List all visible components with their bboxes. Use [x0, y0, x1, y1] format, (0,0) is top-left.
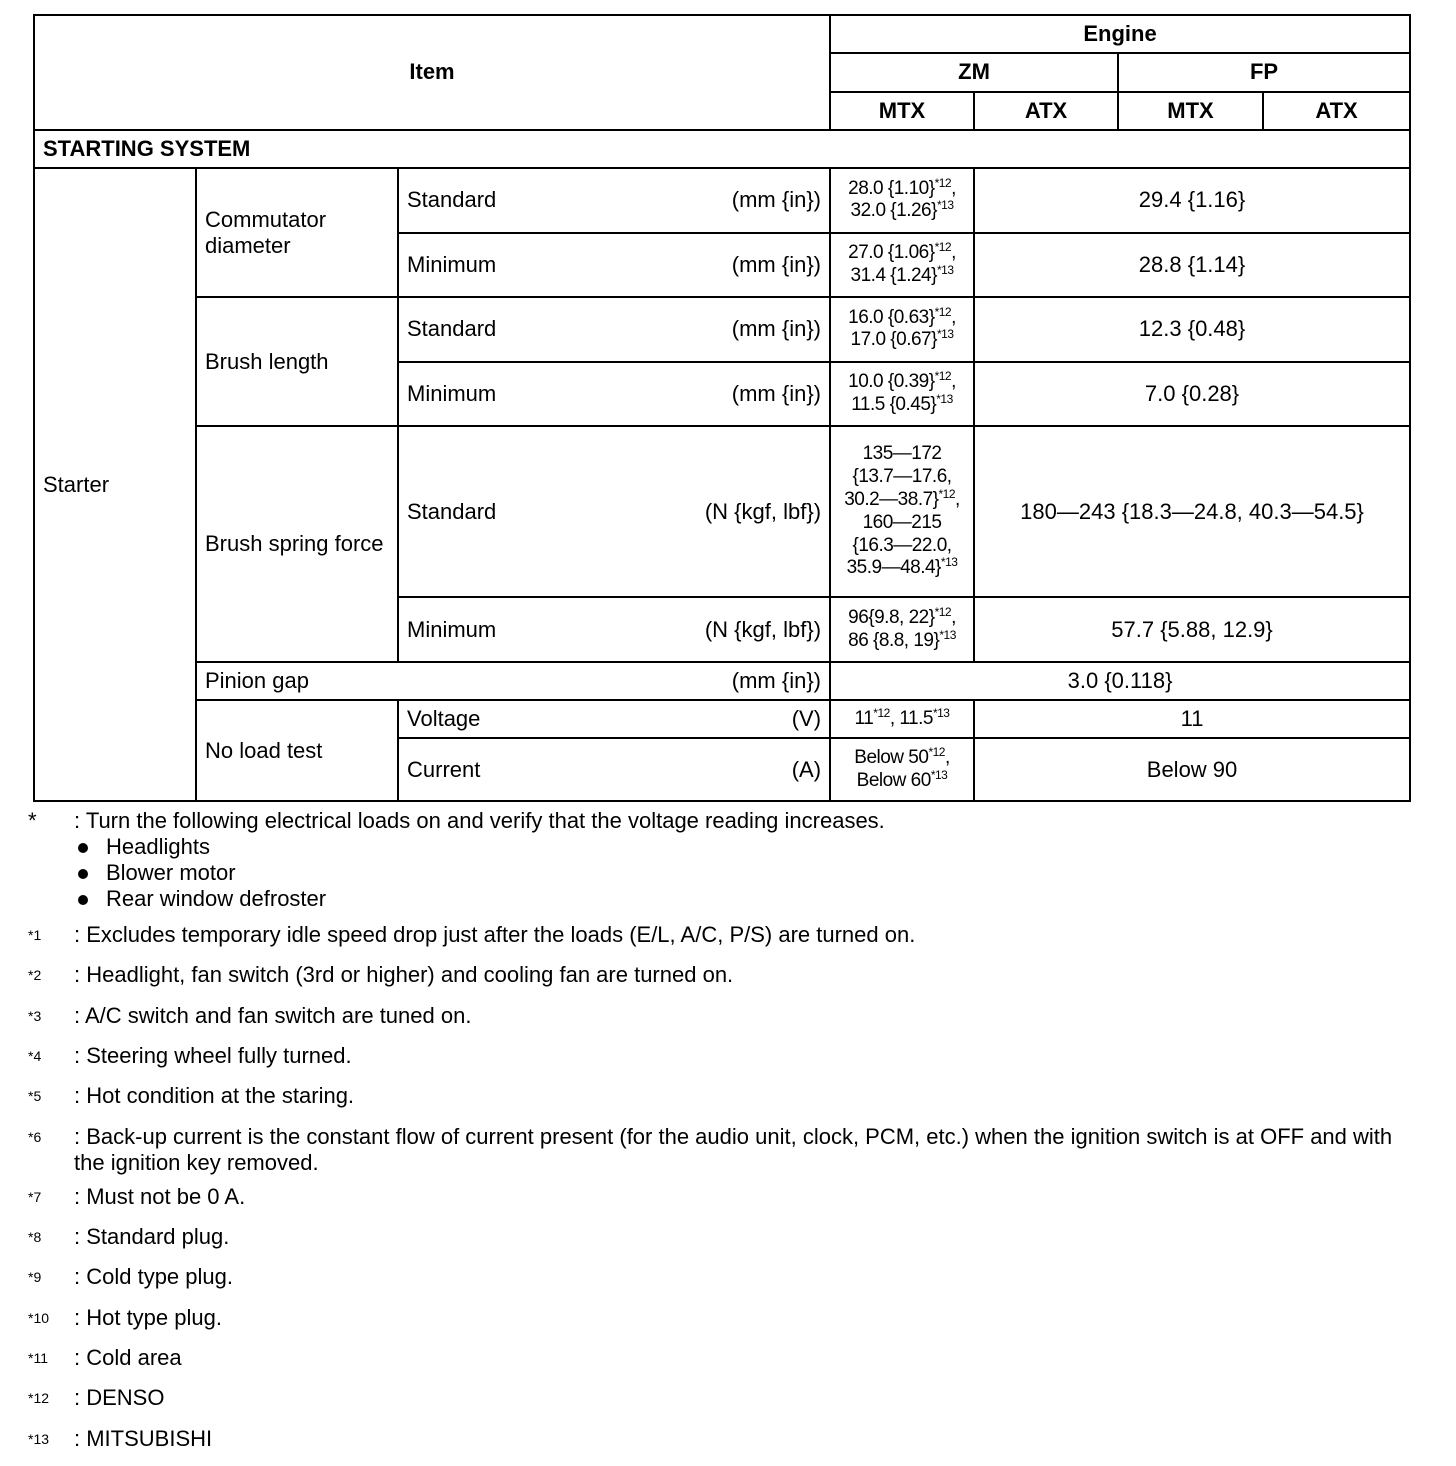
- zm-value-line: 96{9.8, 22}: [848, 606, 935, 628]
- footnote-mark: *12: [934, 175, 952, 190]
- sub-label: Standard: [407, 498, 497, 524]
- zm-value: [830, 700, 974, 738]
- zm-value-line: 16.0 {0.63}: [848, 306, 935, 328]
- zm-value-line: 10.0 {0.39}: [848, 371, 935, 393]
- zm-value-line: 17.0 {0.67}: [850, 329, 937, 351]
- footnote-10: $^{*10}$ : Hot type plug.: [28, 1305, 1428, 1337]
- fp-value: 12.3 {0.48}: [974, 297, 1410, 361]
- footnote-mark: *12: [934, 304, 952, 319]
- footnote-number: 5: [33, 1088, 42, 1105]
- sub-label: Voltage: [407, 706, 481, 732]
- footnote-mark: *12: [928, 744, 945, 759]
- footnote-number: 11: [33, 1349, 48, 1366]
- footnote-mark: *13: [936, 198, 954, 213]
- footnote-number: 9: [33, 1269, 42, 1286]
- fp-value: 57.7 {5.88, 12.9}: [974, 597, 1410, 661]
- zm-value-line: 11.5 {0.45}: [851, 393, 937, 415]
- sub-label: Standard: [407, 316, 497, 342]
- header-zm-atx: ATX: [974, 92, 1118, 130]
- zm-value-line: {13.7—17.6,: [852, 466, 952, 488]
- footnote-12: $^{*12}$ : DENSO: [28, 1385, 1428, 1417]
- footnote-mark: *13: [936, 262, 954, 277]
- pinion-gap-cell: [196, 662, 830, 700]
- footnote-mark: *: [28, 808, 37, 833]
- footnote-number: 7: [33, 1188, 42, 1205]
- unit-label: (mm {in}): [731, 667, 822, 693]
- footnote-mark: *13: [930, 767, 948, 782]
- footnote-mark: *13: [936, 391, 953, 406]
- sub-label: Current: [407, 756, 481, 782]
- brush-length-minimum-cell: [398, 362, 830, 426]
- footnote-number: 2: [33, 967, 42, 984]
- list-item: Rear window defroster: [74, 886, 885, 912]
- footnote-13: $^{*13}$ : MITSUBISHI: [28, 1426, 1428, 1458]
- footnote-9: $^{*9}$ : Cold type plug.: [28, 1264, 1428, 1296]
- header-fp: FP: [1118, 53, 1410, 91]
- fp-value: 28.8 {1.14}: [974, 233, 1410, 297]
- footnote-number: 12: [33, 1390, 50, 1407]
- list-item: Headlights: [74, 834, 885, 860]
- zm-value-line: 28.0 {1.10}: [848, 177, 935, 199]
- no-load-voltage-cell: [398, 700, 830, 738]
- header-fp-atx: ATX: [1263, 92, 1410, 130]
- header-zm-mtx: MTX: [830, 92, 974, 130]
- unit-label: (A): [791, 756, 822, 782]
- footnote-mark: *12: [934, 369, 952, 384]
- group-starter: Starter: [34, 168, 196, 801]
- footnote-text: : Back-up current is the constant flow of current present (for the audio unit, clock, PCM, etc.) when the ignition switch is at OFF and with the ignition key removed.: [74, 1123, 1393, 1175]
- brush-spring-minimum-cell: [398, 597, 830, 661]
- footnote-number: 3: [33, 1007, 42, 1024]
- footnote-mark: *12: [873, 705, 890, 720]
- fp-value: 7.0 {0.28}: [974, 362, 1410, 426]
- zm-value-line: 31.4 {1.24}: [850, 264, 937, 286]
- footnote-1: $^{*1}$ : Excludes temporary idle speed drop just after the loads (E/L, A/C, P/S) are turned on.: [28, 922, 1428, 954]
- fp-value: 11: [974, 700, 1410, 738]
- footnote-number: 13: [33, 1430, 50, 1447]
- commutator-minimum-cell: [398, 233, 830, 297]
- footnote-text: : A/C switch and fan switch are tuned on.: [74, 1002, 472, 1028]
- footnote-mark: *13: [932, 705, 950, 720]
- footnote-text: : Excludes temporary idle speed drop just after the loads (E/L, A/C, P/S) are turned on.: [74, 922, 916, 947]
- specification-table: [33, 14, 1411, 802]
- footnotes: [28, 808, 1428, 1466]
- sub-label: Standard: [407, 187, 497, 213]
- footnote-text: : Steering wheel fully turned.: [74, 1042, 352, 1068]
- unit-label: (N {kgf, lbf}): [704, 616, 822, 642]
- unit-label: (mm {in}): [731, 380, 822, 406]
- commutator-standard-cell: [398, 168, 830, 232]
- brush-length-standard-cell: [398, 297, 830, 361]
- footnote-text: : Turn the following electrical loads on and verify that the voltage reading increases.: [74, 808, 885, 833]
- pinion-gap-value: 3.0 {0.118}: [830, 662, 1410, 700]
- unit-label: (N {kgf, lbf}): [704, 498, 822, 524]
- zm-value: 10.0 $\{0.39\}^{*12}$, 11.5 $\{0.45\}^{*13}$: [830, 362, 974, 426]
- sub-label: Minimum: [407, 251, 497, 277]
- sub-label: Minimum: [407, 616, 497, 642]
- label-pinion-gap: Pinion gap: [205, 667, 309, 693]
- footnote-8: $^{*8}$ : Standard plug.: [28, 1224, 1428, 1256]
- zm-value-line: 135—172: [862, 443, 942, 465]
- header-zm: ZM: [830, 53, 1118, 91]
- footnote-text: : Headlight, fan switch (3rd or higher) and cooling fan are turned on.: [74, 962, 734, 988]
- zm-value-line: Below 60: [856, 769, 931, 791]
- footnote-text: : Hot type plug.: [74, 1304, 222, 1330]
- header-fp-mtx: MTX: [1118, 92, 1263, 130]
- section-title: STARTING SYSTEM: [34, 130, 1410, 168]
- footnote-text: : Standard plug.: [74, 1223, 230, 1249]
- unit-label: (V): [791, 706, 822, 732]
- label-brush-length: Brush length: [196, 297, 398, 426]
- footnote-mark: *13: [940, 555, 958, 570]
- footnote-text: : Cold area: [74, 1344, 182, 1370]
- unit-label: (mm {in}): [731, 251, 822, 277]
- label-commutator: Commutator diameter: [196, 168, 398, 297]
- zm-value-line: 35.9—48.4}: [846, 557, 941, 579]
- footnote-11: $^{*11}$ : Cold area: [28, 1345, 1428, 1377]
- zm-value-line: Below 50: [854, 746, 929, 768]
- footnote-3: $^{*3}$ : A/C switch and fan switch are tuned on.: [28, 1003, 1428, 1035]
- footnote-mark: *12: [938, 486, 956, 501]
- zm-value-line: , 11.5: [889, 707, 933, 729]
- footnote-text: : Must not be 0 A.: [74, 1183, 246, 1209]
- load-bullet-list: [74, 834, 885, 912]
- footnote-number: 8: [33, 1228, 42, 1245]
- footnote-mark: *13: [936, 327, 954, 342]
- footnote-text: : DENSO: [74, 1385, 165, 1411]
- zm-value: 28.0 $\{1.10\}^{*12}$, 32.0 $\{1.26\}^{*13}$: [830, 168, 974, 232]
- sub-label: Minimum: [407, 380, 497, 406]
- footnote-4: $^{*4}$ : Steering wheel fully turned.: [28, 1043, 1428, 1075]
- footnote-number: 4: [33, 1047, 42, 1064]
- zm-value-line: 86 {8.8, 19}: [848, 629, 940, 651]
- no-load-current-cell: [398, 738, 830, 801]
- list-item: Blower motor: [74, 860, 885, 886]
- zm-value: 96{9.8, 22}$^{*12}$, 86 {8.8, 19}$^{*13}$: [830, 597, 974, 661]
- zm-value: 135—172 {13.7—17.6, 30.2—38.7}$^{*12}$, 160—215 {16.3—22.0, 35.9—48.4}$^{*13}$: [830, 426, 974, 597]
- footnote-7: $^{*7}$ : Must not be 0 A.: [28, 1184, 1428, 1216]
- footnote-mark: *12: [934, 604, 952, 619]
- label-no-load-test: No load test: [196, 700, 398, 801]
- header-engine: Engine: [830, 15, 1410, 53]
- footnote-mark: *13: [939, 627, 956, 642]
- footnote-5: $^{*5}$ : Hot condition at the staring.: [28, 1083, 1428, 1115]
- footnote-star: [28, 808, 1428, 912]
- zm-value-line: 32.0 {1.26}: [850, 200, 937, 222]
- zm-value: 16.0 $\{0.63\}^{*12}$, 17.0 $\{0.67\}^{*13}$: [830, 297, 974, 361]
- header-item: Item: [34, 15, 830, 130]
- footnote-text: : MITSUBISHI: [74, 1425, 213, 1451]
- zm-value-line: {16.3—22.0,: [852, 534, 952, 556]
- footnote-mark: *12: [934, 240, 952, 255]
- zm-value-line: 30.2—38.7}: [844, 488, 939, 510]
- zm-value-line: 27.0 {1.06}: [848, 242, 935, 264]
- unit-label: (mm {in}): [731, 187, 822, 213]
- footnote-6: $^{*6}$ : Back-up current is the constant flow of current present (for the audio unit, clock, PCM, etc.) when the ignition switch is at OFF and with the ignition key removed.: [28, 1124, 1428, 1176]
- fp-value: 29.4 {1.16}: [974, 168, 1410, 232]
- zm-value: 27.0 $\{1.06\}^{*12}$, 31.4 $\{1.24\}^{*13}$: [830, 233, 974, 297]
- footnote-number: 10: [33, 1309, 50, 1326]
- footnote-number: 1: [33, 927, 42, 943]
- brush-spring-standard-cell: [398, 426, 830, 597]
- fp-value: Below 90: [974, 738, 1410, 801]
- footnote-number: 6: [33, 1128, 42, 1145]
- footnote-text: : Hot condition at the staring.: [74, 1083, 355, 1109]
- unit-label: (mm {in}): [731, 316, 822, 342]
- footnote-2: $^{*2}$ : Headlight, fan switch (3rd or higher) and cooling fan are turned on.: [28, 962, 1428, 994]
- footnote-text: : Cold type plug.: [74, 1264, 233, 1290]
- zm-value-line: 11: [854, 707, 874, 729]
- label-brush-spring: Brush spring force: [196, 426, 398, 662]
- zm-value-line: 160—215: [862, 511, 942, 533]
- fp-value: 180—243 {18.3—24.8, 40.3—54.5}: [974, 426, 1410, 597]
- zm-value: Below 50$^{*12}$, Below 60$^{*13}$: [830, 738, 974, 801]
